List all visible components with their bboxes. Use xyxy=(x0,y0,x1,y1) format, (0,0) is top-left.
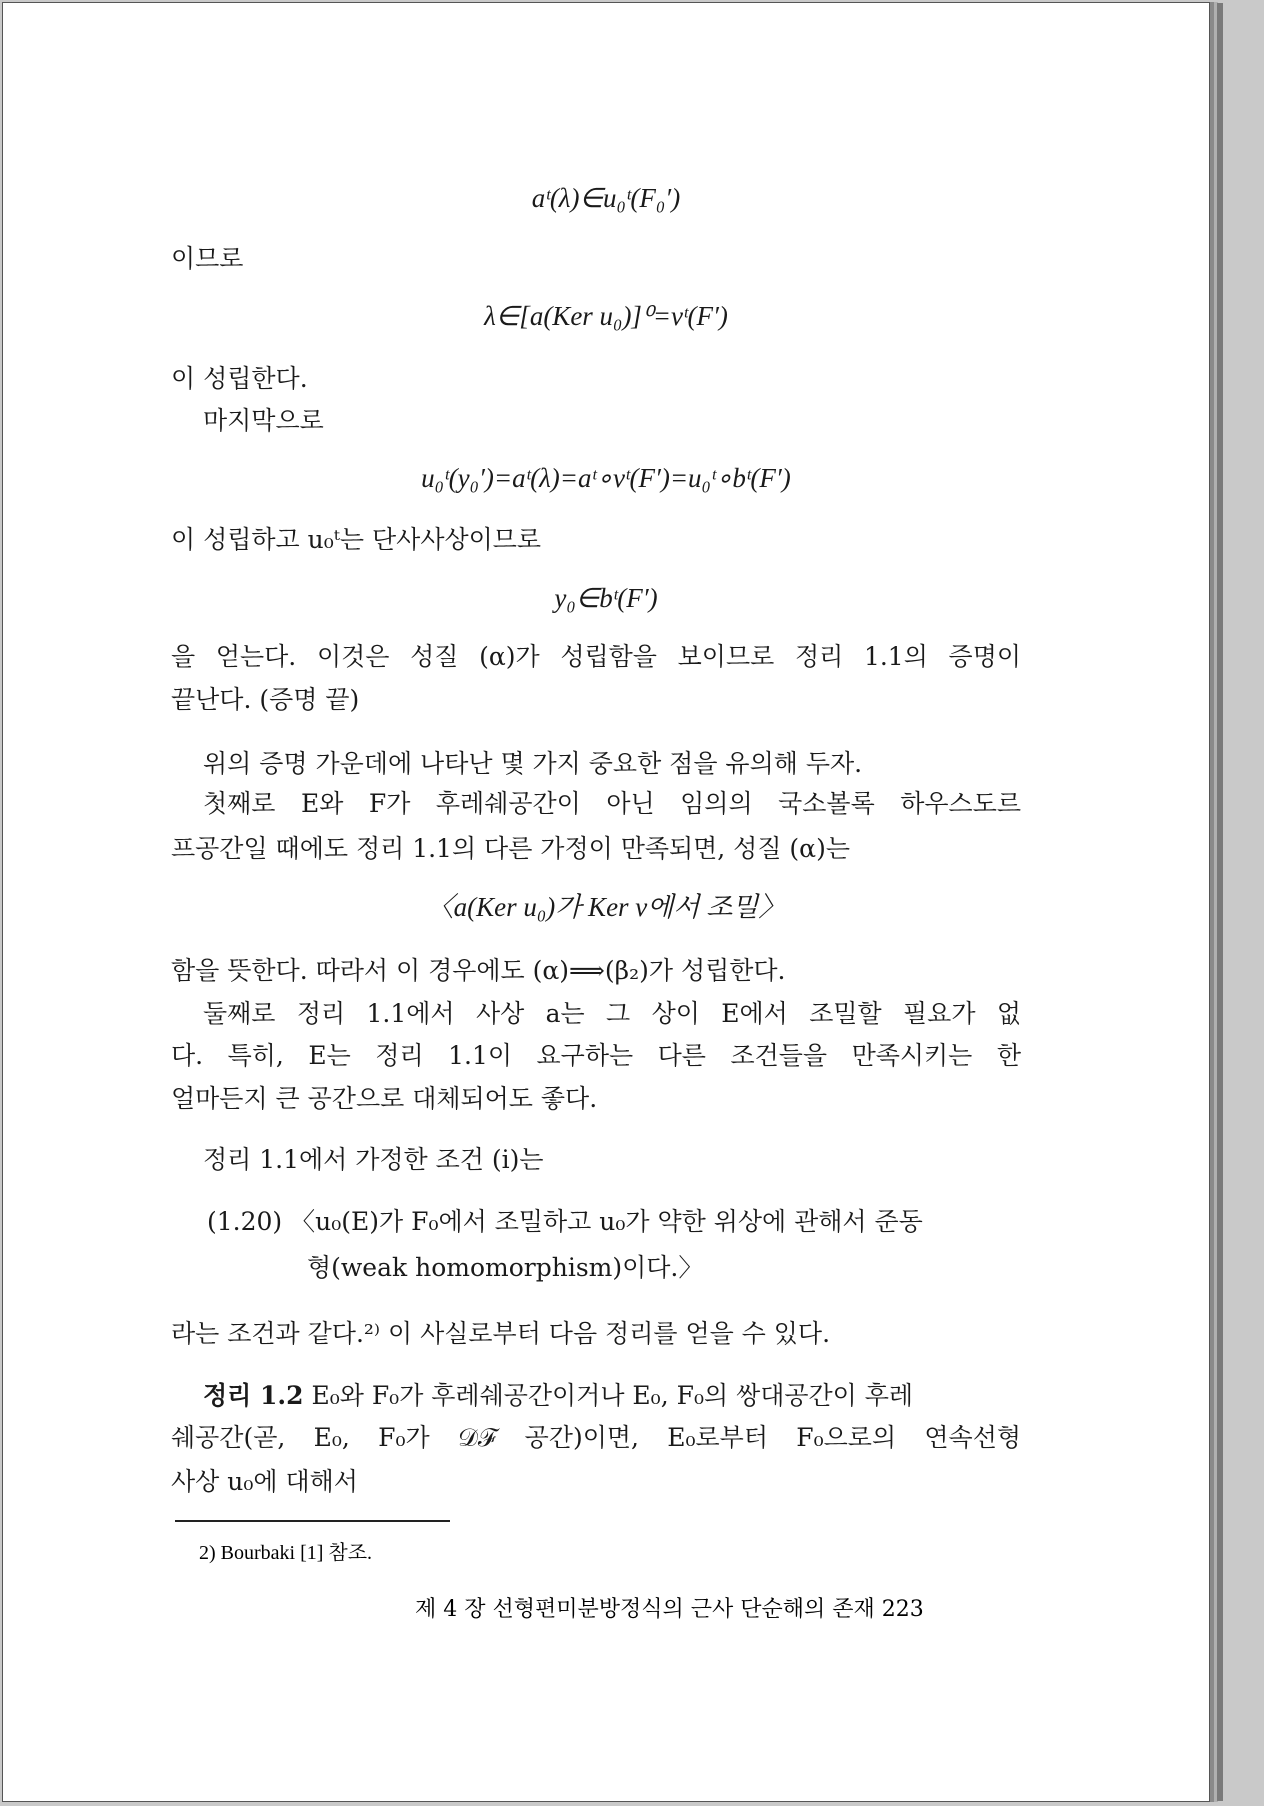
text-line: 끝난다. (증명 끝) xyxy=(171,685,360,714)
text-line: 이 성립한다. xyxy=(171,364,308,393)
text-line: 을 얻는다. 이것은 성질 (α)가 성립함을 보이므로 정리 1.1의 증명이 xyxy=(171,642,1021,671)
text-line: 이 성립하고 u₀ᵗ는 단사사상이므로 xyxy=(171,525,542,554)
theorem-line xyxy=(203,1383,913,1408)
numbered-equation-continued: 형(weak homomorphism)이다.〉 xyxy=(307,1253,704,1282)
display-equation: aᵗ(λ)∈u₀ᵗ(F₀′) xyxy=(531,183,681,213)
text-line: 위의 증명 가운데에 나타난 몇 가지 중요한 점을 유의해 두자. xyxy=(203,749,863,778)
text-line: 이므로 xyxy=(171,244,244,273)
display-equation: 〈a(Ker u₀)가 Ker v에서 조밀〉 xyxy=(426,892,786,922)
text-line: 첫째로 E와 F가 후레쉐공간이 아닌 임의의 국소볼록 하우스도르 xyxy=(203,789,1021,818)
text-line: 마지막으로 xyxy=(203,406,324,435)
theorem-text: E₀와 F₀가 후레쉐공간이거나 E₀, F₀의 쌍대공간이 후레 xyxy=(311,1381,914,1410)
text-line: 라는 조건과 같다.²⁾ 이 사실로부터 다음 정리를 얻을 수 있다. xyxy=(171,1319,831,1348)
text-line: 프공간일 때에도 정리 1.1의 다른 가정이 만족되면, 성질 (α)는 xyxy=(171,834,850,863)
document-page xyxy=(2,2,1210,1802)
numbered-equation: (1.20) 〈u₀(E)가 F₀에서 조밀하고 u₀가 약한 위상에 관해서 준동 xyxy=(207,1207,923,1236)
display-equation: y₀∈bᵗ(F′) xyxy=(554,583,658,613)
footnote: 2) Bourbaki [1] 참조. xyxy=(199,1542,373,1564)
footnote-rule xyxy=(175,1520,450,1522)
text-line: 쉐공간(곧, E₀, F₀가 𝒟ℱ 공간)이면, E₀로부터 F₀으로의 연속선형 xyxy=(171,1423,1021,1452)
text-line: 얼마든지 큰 공간으로 대체되어도 좋다. xyxy=(171,1084,598,1113)
text-line: 다. 특히, E는 정리 1.1이 요구하는 다른 조건들을 만족시키는 한 xyxy=(171,1041,1021,1070)
text-line: 둘째로 정리 1.1에서 사상 a는 그 상이 E에서 조밀할 필요가 없 xyxy=(203,999,1021,1028)
text-line: 사상 u₀에 대해서 xyxy=(171,1467,358,1496)
theorem-label: 정리 1.2 xyxy=(203,1381,304,1410)
display-equation: λ∈[a(Ker u₀)]⁰=vᵗ(F′) xyxy=(484,301,728,331)
display-equation: u₀ᵗ(y₀′)=aᵗ(λ)=aᵗ∘vᵗ(F′)=u₀ᵗ∘bᵗ(F′) xyxy=(421,463,791,493)
text-line: 함을 뜻한다. 따라서 이 경우에도 (α)⟹(β₂)가 성립한다. xyxy=(171,956,786,985)
page-footer: 제 4 장 선형편미분방정식의 근사 단순해의 존재 223 xyxy=(415,1597,924,1622)
text-line: 정리 1.1에서 가정한 조건 (i)는 xyxy=(203,1145,544,1174)
